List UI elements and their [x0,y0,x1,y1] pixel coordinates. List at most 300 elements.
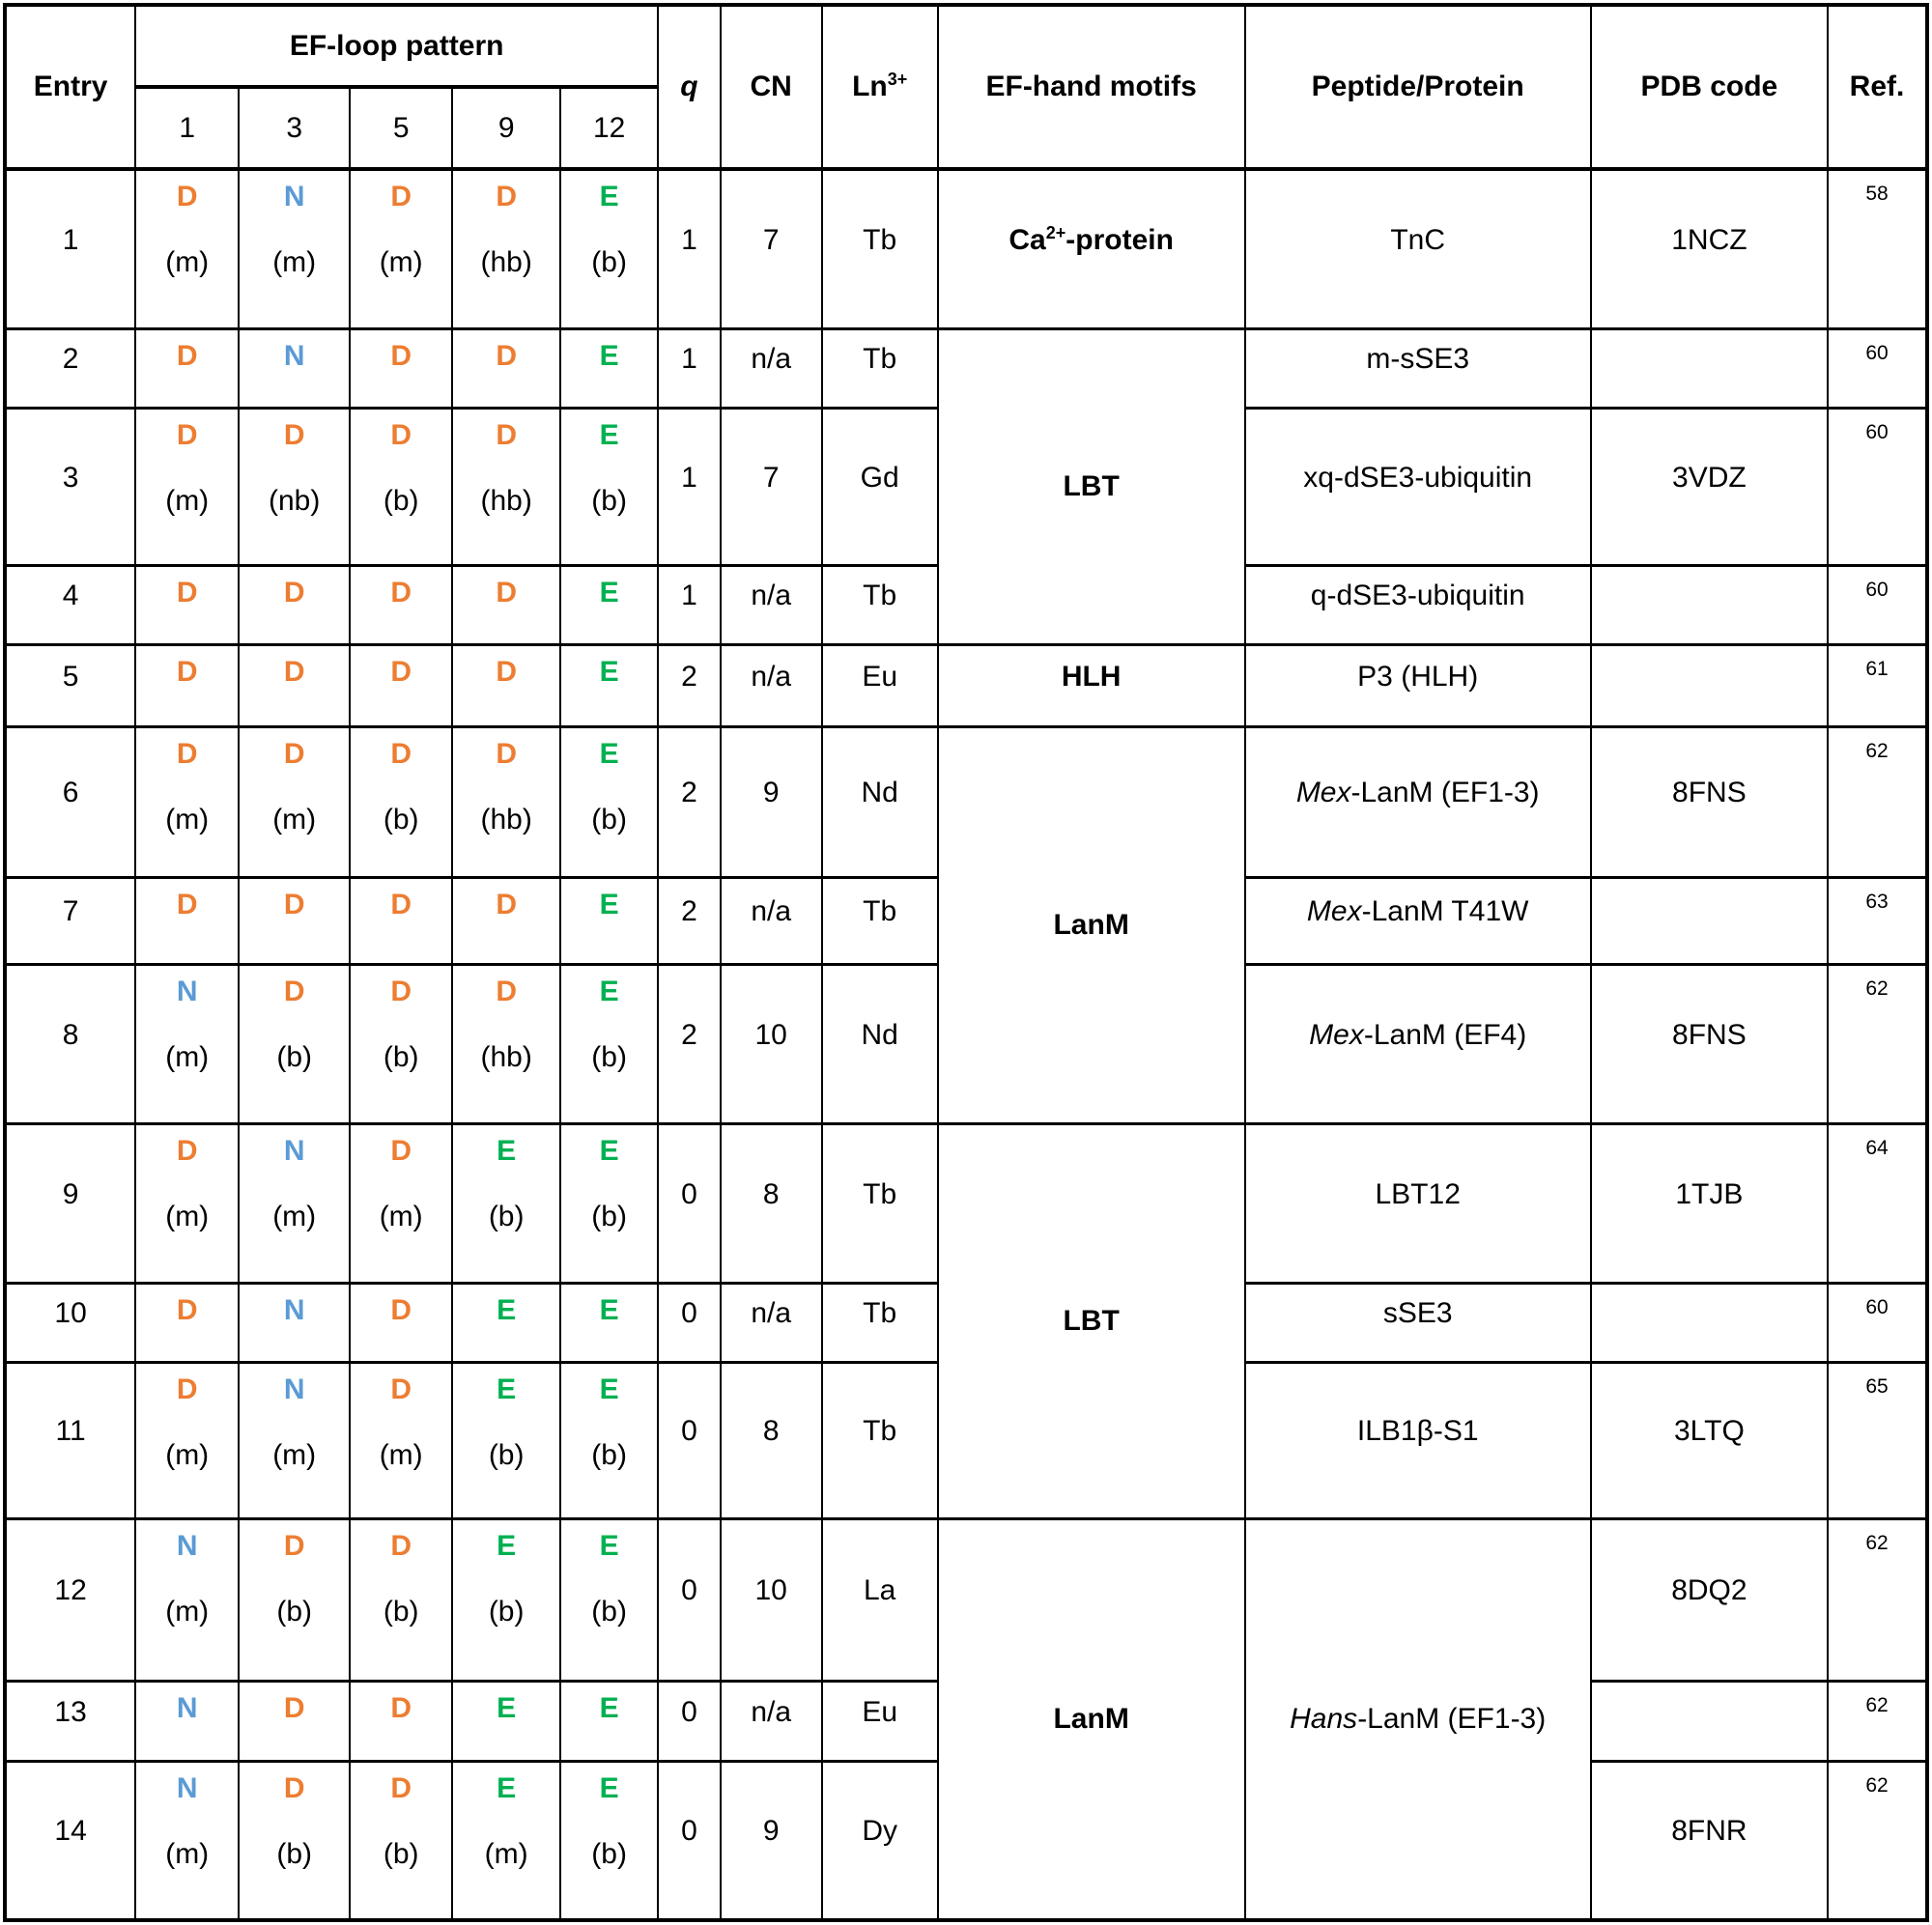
pattern-cell-pos5 [350,1761,452,1920]
peptide-text: m-sSE3 [1366,343,1470,375]
pattern-cell-pos1 [135,1283,239,1362]
entry-cell: 2 [5,328,135,408]
pattern-letter: D [496,888,517,920]
pattern-letter: D [390,888,412,920]
pattern-letter: D [176,1134,198,1167]
cn-cell: 10 [721,964,822,1123]
entry-cell: 8 [5,964,135,1123]
ref-cell: 61 [1828,644,1927,726]
pattern-letter: E [497,1771,517,1804]
pattern-annotation: (b) [591,1595,627,1628]
pattern-cell-pos12 [560,644,658,726]
q-cell: 0 [658,1518,721,1681]
pdb-cell [1591,565,1828,644]
pattern-cell-pos12 [560,877,658,964]
cn-cell: 8 [721,1362,822,1518]
pdb-cell: 8DQ2 [1591,1518,1828,1681]
table-row [5,1123,1927,1283]
pattern-cell-pos5 [350,877,452,964]
pattern-cell-pos12 [560,408,658,565]
pattern-annotation: (b) [276,1040,313,1073]
q-cell: 0 [658,1123,721,1283]
pattern-cell-pos3 [239,1518,350,1681]
motif-cell [938,726,1245,1123]
peptide-text: -LanM (EF1-3) [1357,1702,1547,1735]
pattern-letter: E [497,1134,517,1167]
entry-cell: 6 [5,726,135,877]
table-row [5,726,1927,877]
pattern-annotation: (m) [272,1438,317,1471]
pattern-cell-pos3 [239,169,350,328]
peptide-cell [1245,726,1591,877]
pattern-cell-pos5 [350,964,452,1123]
pattern-letter: N [283,339,305,372]
pattern-annotation: (b) [591,1200,627,1232]
pattern-letter: D [390,1134,412,1167]
pattern-cell-pos9 [452,1761,560,1920]
q-cell: 0 [658,1681,721,1761]
pattern-annotation: (hb) [480,246,532,278]
pattern-annotation: (b) [591,246,627,278]
cn-cell: n/a [721,328,822,408]
pattern-letter: E [599,1771,619,1804]
ln-superscript: 3+ [887,70,908,89]
col-header-q [658,5,721,169]
ref-cell: 62 [1828,964,1927,1123]
pattern-cell-pos1 [135,644,239,726]
q-cell: 1 [658,565,721,644]
pattern-letter: D [283,1771,305,1804]
pattern-annotation: (m) [165,803,210,835]
pattern-cell-pos1 [135,1362,239,1518]
pattern-letter: E [599,1691,619,1724]
pattern-annotation: (m) [165,1595,210,1628]
pattern-cell-pos9 [452,964,560,1123]
pattern-letter: D [283,975,305,1007]
cn-cell: n/a [721,1681,822,1761]
pattern-cell-pos9 [452,1123,560,1283]
ln-cell: Nd [822,726,938,877]
pattern-cell-pos12 [560,1362,658,1518]
pattern-letter: E [599,576,619,609]
ref-cell: 65 [1828,1362,1927,1518]
pattern-letter: D [176,339,198,372]
pattern-cell-pos5 [350,328,452,408]
pattern-cell-pos9 [452,1518,560,1681]
q-cell: 2 [658,644,721,726]
pattern-cell-pos9 [452,1681,560,1761]
pattern-annotation: (b) [488,1200,525,1232]
motif-text: LBT [1063,469,1120,502]
pattern-annotation: (m) [165,1200,210,1232]
peptide-text: q-dSE3-ubiquitin [1310,580,1525,611]
pattern-cell-pos5 [350,726,452,877]
peptide-italic: Hans [1290,1702,1358,1735]
peptide-cell [1245,644,1591,726]
pattern-cell-pos3 [239,565,350,644]
pattern-letter: E [599,339,619,372]
pattern-letter: D [390,418,412,451]
pattern-cell-pos1 [135,565,239,644]
pattern-letter: D [390,576,412,609]
pattern-annotation: (b) [591,1438,627,1471]
q-cell: 0 [658,1283,721,1362]
pattern-annotation: (b) [488,1595,525,1628]
pattern-annotation: (m) [165,246,210,278]
pdb-cell [1591,328,1828,408]
ln-cell: Tb [822,877,938,964]
pattern-cell-pos9 [452,1362,560,1518]
motif-cell [938,169,1245,328]
pattern-letter: D [283,418,305,451]
pattern-cell-pos5 [350,565,452,644]
pattern-cell-pos1 [135,1518,239,1681]
peptide-cell [1245,1518,1591,1920]
pattern-letter: D [390,1771,412,1804]
pattern-letter: D [283,655,305,688]
ln-cell: Tb [822,328,938,408]
pattern-letter: N [176,1691,198,1724]
ref-cell: 62 [1828,726,1927,877]
motif-text-post: -protein [1065,223,1174,256]
pattern-cell-pos5 [350,169,452,328]
pattern-annotation: (m) [272,803,317,835]
pattern-letter: E [599,975,619,1007]
pattern-letter: D [496,181,517,212]
ln-cell: Tb [822,1362,938,1518]
motif-cell [938,1123,1245,1518]
pattern-letter: D [496,339,517,372]
pattern-cell-pos3 [239,644,350,726]
pattern-cell-pos1 [135,169,239,328]
motif-text: LBT [1063,1304,1120,1337]
pattern-cell-pos1 [135,964,239,1123]
cn-cell: n/a [721,1283,822,1362]
motif-text: LanM [1053,908,1129,941]
pattern-annotation: (b) [276,1595,313,1628]
col-header-cn: CN [721,5,822,169]
pattern-annotation: (b) [383,1595,419,1628]
pattern-letter: D [283,737,305,770]
pdb-cell: 8FNS [1591,726,1828,877]
peptide-cell [1245,1283,1591,1362]
pattern-letter: D [390,1373,412,1405]
pattern-letter: E [599,737,619,770]
peptide-text: -LanM (EF4) [1363,1018,1527,1051]
ref-cell: 60 [1828,1283,1927,1362]
entry-cell: 1 [5,169,135,328]
pattern-cell-pos9 [452,565,560,644]
pattern-cell-pos12 [560,169,658,328]
pattern-cell-pos12 [560,1123,658,1283]
pattern-letter: D [176,655,198,688]
pattern-letter: D [496,418,517,451]
ln-label: Ln [852,71,888,102]
pattern-letter: D [496,655,517,688]
pattern-letter: N [283,181,305,212]
pattern-cell-pos12 [560,1761,658,1920]
col-header-pos-5: 5 [350,87,452,169]
entry-cell: 12 [5,1518,135,1681]
pdb-cell: 8FNR [1591,1761,1828,1920]
pattern-letter: D [496,737,517,770]
cn-cell: 9 [721,1761,822,1920]
pattern-cell-pos3 [239,1761,350,1920]
pattern-letter: D [176,181,198,212]
pattern-annotation: (m) [165,1837,210,1870]
pattern-annotation: (m) [379,246,423,278]
peptide-cell [1245,328,1591,408]
pdb-cell [1591,1283,1828,1362]
pattern-letter: D [176,418,198,451]
peptide-italic: Mex [1306,895,1362,927]
col-header-ref: Ref. [1828,5,1927,169]
col-header-ef-loop-pattern: EF-loop pattern [135,5,658,87]
peptide-cell [1245,1362,1591,1518]
ln-cell: Tb [822,565,938,644]
col-header-pos-9: 9 [452,87,560,169]
entry-cell: 3 [5,408,135,565]
pattern-cell-pos9 [452,726,560,877]
pattern-letter: D [176,1373,198,1405]
pattern-annotation: (m) [272,1200,317,1232]
pattern-annotation: (b) [276,1837,313,1870]
entry-cell: 10 [5,1283,135,1362]
col-header-pos-1: 1 [135,87,239,169]
ref-cell: 64 [1828,1123,1927,1283]
pattern-annotation: (m) [165,1040,210,1073]
entry-cell: 5 [5,644,135,726]
pattern-letter: E [497,1529,517,1562]
pdb-cell: 1TJB [1591,1123,1828,1283]
pattern-letter: E [599,1134,619,1167]
pattern-cell-pos5 [350,1518,452,1681]
ref-cell: 62 [1828,1518,1927,1681]
pattern-cell-pos1 [135,877,239,964]
header-row-main [5,5,1927,87]
pattern-cell-pos5 [350,1123,452,1283]
pattern-letter: D [390,975,412,1007]
pattern-letter: E [599,1293,619,1326]
pdb-cell: 8FNS [1591,964,1828,1123]
pattern-cell-pos9 [452,328,560,408]
pattern-cell-pos1 [135,1681,239,1761]
pattern-letter: E [599,888,619,920]
pattern-letter: D [176,1293,198,1326]
cn-cell: n/a [721,565,822,644]
cn-cell: 9 [721,726,822,877]
motif-text: HLH [1061,660,1122,693]
pattern-cell-pos3 [239,408,350,565]
pattern-cell-pos1 [135,726,239,877]
col-header-pdb-code: PDB code [1591,5,1828,169]
pattern-letter: E [497,1691,517,1724]
cn-cell: n/a [721,644,822,726]
motif-text: LanM [1053,1702,1129,1735]
peptide-text: P3 (HLH) [1357,660,1479,693]
ln-cell: La [822,1518,938,1681]
pattern-annotation: (b) [383,484,419,517]
col-header-pos-12: 12 [560,87,658,169]
table-row [5,1518,1927,1681]
motif-text: Ca [1009,223,1046,256]
pattern-cell-pos12 [560,964,658,1123]
entry-cell: 11 [5,1362,135,1518]
pattern-cell-pos1 [135,408,239,565]
entry-cell: 14 [5,1761,135,1920]
pattern-cell-pos1 [135,1761,239,1920]
pattern-letter: N [176,1529,198,1562]
entry-cell: 13 [5,1681,135,1761]
pattern-cell-pos3 [239,328,350,408]
pattern-letter: D [283,888,305,920]
ef-hand-table [3,3,1929,1922]
pattern-cell-pos9 [452,877,560,964]
ln-cell: Dy [822,1761,938,1920]
q-cell: 2 [658,964,721,1123]
pattern-annotation: (b) [383,803,419,835]
peptide-cell [1245,169,1591,328]
peptide-text: xq-dSE3-ubiquitin [1303,461,1533,494]
ref-cell: 60 [1828,408,1927,565]
pattern-cell-pos1 [135,1123,239,1283]
pattern-cell-pos5 [350,1283,452,1362]
peptide-cell [1245,877,1591,964]
ref-cell: 62 [1828,1681,1927,1761]
pattern-letter: D [496,576,517,609]
pattern-annotation: (hb) [480,484,532,517]
peptide-text: -LanM T41W [1361,895,1529,927]
pattern-letter: D [390,737,412,770]
pattern-annotation: (m) [165,484,210,517]
table-row [5,169,1927,328]
pattern-annotation: (b) [488,1438,525,1471]
pattern-letter: N [176,1771,198,1804]
motif-cell [938,644,1245,726]
pattern-cell-pos12 [560,726,658,877]
pattern-letter: D [390,655,412,688]
pattern-letter: E [599,181,619,212]
pattern-cell-pos9 [452,1283,560,1362]
peptide-cell [1245,565,1591,644]
pdb-cell [1591,644,1828,726]
peptide-text: sSE3 [1382,1297,1453,1329]
peptide-italic: Mex [1309,1018,1364,1051]
pattern-cell-pos12 [560,1283,658,1362]
pdb-cell [1591,1681,1828,1761]
peptide-text: LBT12 [1375,1177,1461,1210]
pattern-cell-pos3 [239,1123,350,1283]
entry-cell: 9 [5,1123,135,1283]
table-row [5,328,1927,408]
q-cell: 0 [658,1362,721,1518]
peptide-italic: Mex [1295,777,1351,808]
pattern-cell-pos3 [239,1362,350,1518]
ln-cell: Eu [822,644,938,726]
pattern-annotation: (hb) [480,1040,532,1073]
pattern-letter: D [390,181,412,212]
cn-cell: n/a [721,877,822,964]
motif-cell [938,328,1245,644]
pattern-annotation: (m) [379,1438,423,1471]
pattern-letter: D [390,1529,412,1562]
pattern-letter: N [283,1134,305,1167]
pattern-cell-pos9 [452,644,560,726]
pattern-letter: D [283,576,305,609]
ref-cell: 62 [1828,1761,1927,1920]
motif-superscript: 2+ [1045,222,1066,242]
ln-cell: Tb [822,1283,938,1362]
ref-cell: 58 [1828,169,1927,328]
pattern-letter: D [283,1529,305,1562]
pattern-cell-pos5 [350,1681,452,1761]
pattern-cell-pos1 [135,328,239,408]
q-cell: 2 [658,726,721,877]
pattern-letter: D [283,1691,305,1724]
col-header-pos-3: 3 [239,87,350,169]
pattern-annotation: (m) [165,1438,210,1471]
pattern-letter: D [496,975,517,1007]
pattern-letter: D [390,339,412,372]
col-header-peptide-protein: Peptide/Protein [1245,5,1591,169]
q-cell: 2 [658,877,721,964]
cn-cell: 7 [721,408,822,565]
q-cell: 1 [658,169,721,328]
pattern-cell-pos12 [560,328,658,408]
pattern-cell-pos12 [560,1681,658,1761]
ln-cell: Nd [822,964,938,1123]
pattern-cell-pos5 [350,408,452,565]
pattern-annotation: (hb) [480,803,532,835]
pdb-cell: 1NCZ [1591,169,1828,328]
pattern-letter: E [599,655,619,688]
q-cell: 1 [658,408,721,565]
col-header-ef-hand-motifs: EF-hand motifs [938,5,1245,169]
peptide-cell [1245,1123,1591,1283]
cn-cell: 10 [721,1518,822,1681]
q-label: q [680,71,698,102]
pattern-letter: N [176,975,198,1007]
pattern-annotation: (m) [272,246,317,278]
peptide-text: TnC [1390,223,1446,256]
pattern-annotation: (m) [484,1837,528,1870]
pattern-letter: N [283,1373,305,1405]
pattern-letter: E [599,418,619,451]
ln-cell: Tb [822,1123,938,1283]
pdb-cell: 3VDZ [1591,408,1828,565]
pdb-cell: 3LTQ [1591,1362,1828,1518]
pattern-letter: D [176,576,198,609]
peptide-cell [1245,408,1591,565]
ref-cell: 60 [1828,328,1927,408]
ref-cell: 60 [1828,565,1927,644]
pattern-annotation: (m) [379,1200,423,1232]
entry-cell: 7 [5,877,135,964]
ref-cell: 63 [1828,877,1927,964]
q-cell: 1 [658,328,721,408]
peptide-text: ILB1β-S1 [1356,1415,1479,1447]
pattern-letter: D [390,1691,412,1724]
entry-cell: 4 [5,565,135,644]
pattern-cell-pos12 [560,1518,658,1681]
col-header-entry: Entry [5,5,135,169]
q-cell: 0 [658,1761,721,1920]
cn-cell: 7 [721,169,822,328]
pattern-cell-pos3 [239,1283,350,1362]
pattern-letter: E [497,1293,517,1326]
motif-cell [938,1518,1245,1920]
pattern-annotation: (b) [591,1040,627,1073]
